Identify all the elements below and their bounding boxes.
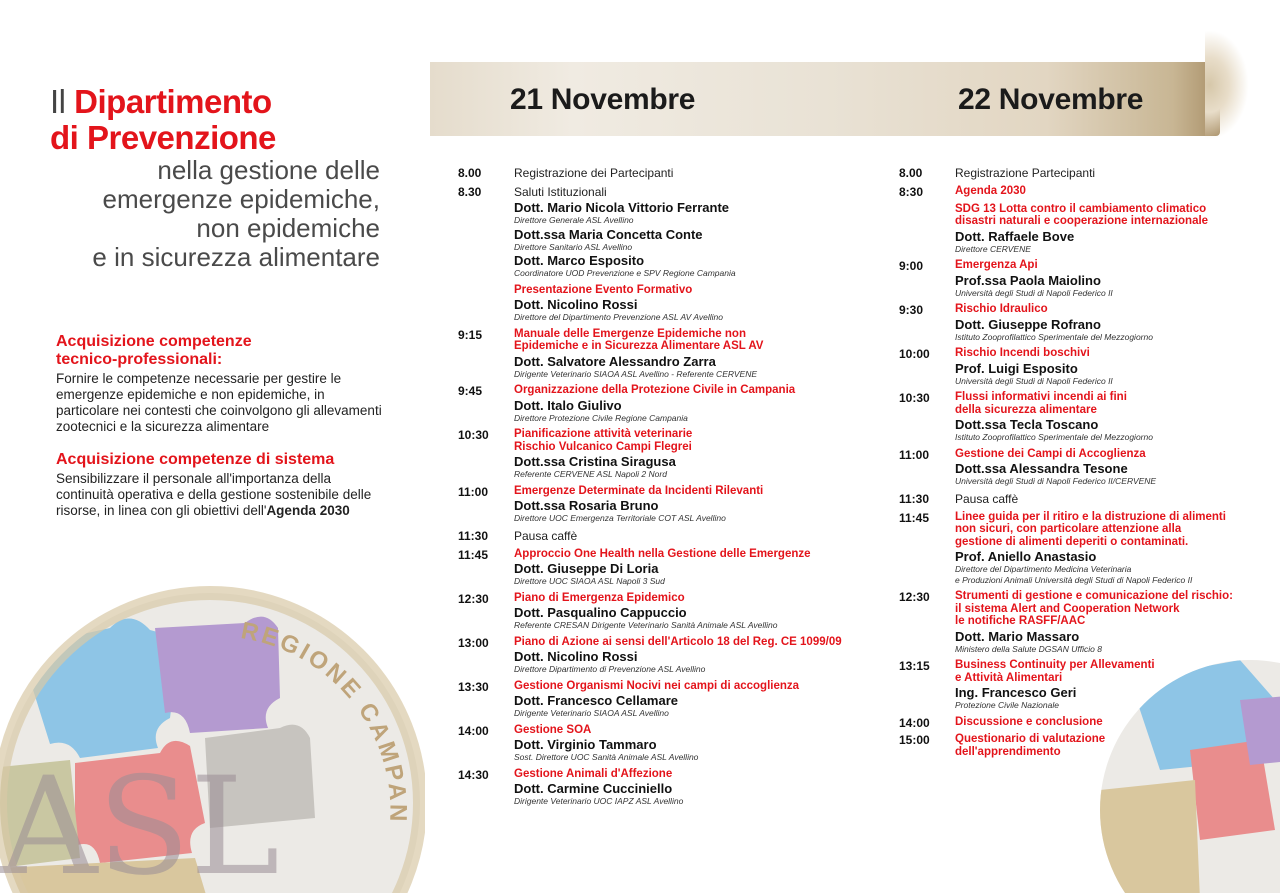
speaker-name: Dott. Virginio Tammaro bbox=[514, 737, 657, 752]
slot-time: 9:30 bbox=[899, 303, 924, 317]
speaker-name: Dott. Giuseppe Rofrano bbox=[955, 316, 1101, 332]
slot-topic: Agenda 2030 bbox=[955, 185, 1026, 197]
agenda-slot bbox=[899, 303, 1244, 342]
subtitle-line: e in sicurezza alimentare bbox=[92, 242, 380, 272]
slot-time: 13:00 bbox=[458, 635, 489, 650]
agenda-slot bbox=[458, 428, 858, 480]
agenda-slot bbox=[899, 166, 1244, 180]
speaker-name: Dott.ssa Tecla Toscano bbox=[955, 417, 1099, 432]
speaker-role: Direttore del Dipartimento Medicina Veterinaria e Produzioni Animali Università degli Studi di Napoli Federico II bbox=[955, 564, 1193, 585]
speaker bbox=[514, 200, 858, 226]
speaker-name: Dott. Francesco Cellamare bbox=[514, 693, 679, 708]
slot-topic: Gestione Organismi Nocivi nei campi di accoglienza bbox=[514, 679, 800, 692]
slot-topic: Emergenze Determinate da Incidenti Rilevanti bbox=[514, 484, 764, 497]
slot-time: 10:30 bbox=[458, 428, 489, 442]
speaker bbox=[955, 461, 1244, 487]
agenda-slot bbox=[458, 166, 858, 180]
slot-time: 13:30 bbox=[458, 679, 489, 694]
agenda-slot bbox=[458, 328, 858, 380]
banner-curl bbox=[1205, 30, 1249, 140]
agenda-slot bbox=[899, 511, 1244, 586]
day-1-title: 21 Novembre bbox=[510, 83, 696, 116]
objective-2-text bbox=[56, 471, 386, 519]
slot-sub-topic: SDG 13 Lotta contro il cambiamento climatico disastri naturali e cooperazione internazionale bbox=[955, 202, 1209, 227]
speaker-role: Coordinatore UOD Prevenzione e SPV Regione Campania bbox=[514, 268, 736, 278]
speaker bbox=[514, 227, 858, 253]
speaker-name: Dott. Nicolino Rossi bbox=[514, 649, 638, 664]
speaker bbox=[514, 693, 858, 719]
slot-time: 10:00 bbox=[899, 347, 930, 361]
ring-text-path: REGIONE CAMPAN bbox=[238, 617, 412, 825]
speaker bbox=[955, 229, 1244, 255]
title-il: Il bbox=[50, 83, 66, 120]
slot-time: 8.00 bbox=[899, 166, 923, 180]
objectives bbox=[56, 333, 386, 519]
slot-time: 14:00 bbox=[899, 715, 930, 730]
agenda-slot bbox=[899, 259, 1244, 298]
objective-1-heading-2: tecnico-professionali: bbox=[56, 351, 223, 368]
speaker-name: Dott.ssa Rosaria Bruno bbox=[514, 498, 659, 513]
asl-letters: ASL bbox=[0, 748, 280, 893]
slot-time: 11:30 bbox=[899, 491, 930, 506]
speaker bbox=[514, 649, 858, 675]
speaker-role: Direttore Sanitario ASL Avellino bbox=[514, 241, 633, 252]
title-red-1: Dipartimento bbox=[74, 83, 272, 120]
slot-time: 12:30 bbox=[899, 590, 930, 604]
speaker bbox=[514, 737, 858, 763]
speaker bbox=[514, 454, 858, 480]
day-2-title: 22 Novembre bbox=[958, 83, 1144, 116]
speaker-role: Direttore UOC SIAOA ASL Napoli 3 Sud bbox=[514, 576, 665, 586]
speaker-role: Referente CERVENE ASL Napoli 2 Nord bbox=[514, 469, 667, 479]
slot-time: 12:30 bbox=[458, 591, 489, 606]
objective-1-text: Fornire le competenze necessarie per gestire le emergenze epidemiche e non epidemiche, in particolare nei contesti che coinvolgono gli allevamenti zootecnici e la sicurezza alimentare bbox=[56, 371, 382, 434]
slot-time: 9:00 bbox=[899, 259, 924, 273]
subtitle-line: emergenze epidemiche, bbox=[102, 184, 380, 214]
asl-logo bbox=[0, 568, 425, 893]
speaker-name: Dott. Nicolino Rossi bbox=[514, 297, 638, 312]
slot-time: 8.30 bbox=[458, 185, 482, 199]
slot-topic: Emergenza Api bbox=[955, 259, 1038, 271]
slot-topic: Pausa caffè bbox=[955, 491, 1019, 506]
speaker bbox=[514, 605, 858, 631]
slot-topic: Registrazione Partecipanti bbox=[955, 166, 1096, 180]
speaker-role: Sost. Direttore UOC Sanità Animale ASL Avellino bbox=[514, 752, 699, 762]
agenda-slot bbox=[899, 733, 1244, 758]
subtitle-line: non epidemiche bbox=[196, 213, 380, 243]
speaker-name: Dott. Italo Giulivo bbox=[514, 397, 622, 413]
speaker-role: Dirigente Veterinario UOC IAPZ ASL Avellino bbox=[514, 796, 684, 806]
agenda-slot bbox=[458, 592, 858, 631]
page-title bbox=[50, 84, 380, 272]
speaker-name: Dott.ssa Cristina Siragusa bbox=[514, 454, 676, 469]
objective-1-heading: Acquisizione competenze bbox=[56, 333, 252, 350]
speaker bbox=[955, 273, 1244, 299]
speaker-role: Ministero della Salute DGSAN Ufficio 8 bbox=[955, 643, 1102, 654]
speaker bbox=[514, 354, 858, 380]
slot-time: 9:15 bbox=[458, 327, 483, 342]
agenda-slot bbox=[458, 485, 858, 524]
slot-topic: Gestione SOA bbox=[514, 723, 592, 736]
agenda-day-1 bbox=[458, 166, 858, 812]
speaker-role: Direttore Protezione Civile Regione Campania bbox=[514, 412, 688, 423]
speaker bbox=[955, 417, 1244, 443]
speaker-role: Direttore CERVENE bbox=[955, 243, 1031, 254]
speaker-role: Direttore Dipartimento di Prevenzione ASL Avellino bbox=[514, 664, 706, 674]
slot-topic: Approccio One Health nella Gestione delle Emergenze bbox=[514, 547, 811, 560]
speaker bbox=[955, 685, 1244, 711]
slot-topic: Piano di Emergenza Epidemico bbox=[514, 591, 685, 604]
agenda-slot bbox=[458, 636, 858, 675]
slot-time: 9:45 bbox=[458, 384, 483, 398]
speaker-role: Protezione Civile Nazionale bbox=[955, 700, 1059, 710]
agenda-slot bbox=[899, 492, 1244, 506]
agenda-slot bbox=[458, 680, 858, 719]
slot-sub-topic: Presentazione Evento Formativo bbox=[514, 283, 693, 296]
speaker-name: Dott. Marco Esposito bbox=[514, 253, 645, 268]
agenda-slot bbox=[458, 724, 858, 763]
speaker-role: Università degli Studi di Napoli Federico II bbox=[955, 287, 1113, 298]
speaker-role: Direttore UOC Emergenza Territoriale COT ASL Avellino bbox=[514, 513, 726, 523]
agenda-slot bbox=[899, 347, 1244, 386]
slot-topic: Gestione Animali d'Affezione bbox=[514, 767, 673, 780]
slot-topic: Rischio Incendi boschivi bbox=[955, 347, 1090, 359]
speaker bbox=[514, 253, 858, 279]
agenda-slot bbox=[899, 716, 1244, 729]
agenda-slot bbox=[899, 590, 1244, 654]
speaker-name: Dott. Carmine Cucciniello bbox=[514, 781, 673, 796]
speaker-role: Università degli Studi di Napoli Federico II bbox=[955, 375, 1113, 386]
slot-time: 11:30 bbox=[458, 528, 489, 543]
speaker bbox=[514, 781, 858, 807]
speaker-role: Istituto Zooprofilattico Sperimentale del Mezzogiorno bbox=[955, 432, 1153, 442]
speaker-name: Dott. Salvatore Alessandro Zarra bbox=[514, 353, 716, 369]
speaker-name: Dott. Raffaele Bove bbox=[955, 228, 1075, 244]
speaker bbox=[514, 297, 858, 323]
puzzle-piece-gold-2 bbox=[1100, 780, 1200, 893]
speaker bbox=[514, 498, 858, 524]
objective-2-body: Sensibilizzare il personale all'importanza della continuità operativa e della gestione sostenibile delle risorse, in linea con gli obiettivi dell' bbox=[56, 471, 372, 518]
speaker-role: Referente CRESAN Dirigente Veterinario Sanità Animale ASL Avellino bbox=[514, 620, 778, 630]
agenda-slot bbox=[458, 185, 858, 323]
speaker bbox=[514, 561, 858, 587]
slot-time: 8.00 bbox=[458, 166, 482, 180]
speaker-role: Istituto Zooprofilattico Sperimentale del Mezzogiorno bbox=[955, 331, 1153, 342]
speaker-role: Direttore Generale ASL Avellino bbox=[514, 215, 634, 225]
slot-time: 15:00 bbox=[899, 733, 930, 747]
slot-topic: Saluti Istituzionali bbox=[514, 185, 607, 199]
slot-time: 11:45 bbox=[899, 510, 930, 525]
slot-time: 10:30 bbox=[899, 391, 930, 405]
agenda-slot bbox=[899, 185, 1244, 254]
speaker bbox=[514, 398, 858, 424]
left-panel bbox=[0, 0, 425, 893]
slot-time: 8:30 bbox=[899, 185, 924, 199]
slot-topic: Questionario di valutazione dell'apprendimento bbox=[955, 733, 1106, 758]
agenda-slot bbox=[458, 384, 858, 423]
slot-topic: Pausa caffè bbox=[514, 528, 578, 543]
slot-time: 11:00 bbox=[899, 447, 930, 462]
agenda-slot bbox=[899, 448, 1244, 487]
slot-time: 11:45 bbox=[458, 547, 489, 562]
slot-time: 14:00 bbox=[458, 723, 489, 738]
title-red-2: di Prevenzione bbox=[50, 119, 276, 156]
speaker-name: Dott. Pasqualino Cappuccio bbox=[514, 605, 687, 620]
objective-2-heading: Acquisizione competenze di sistema bbox=[56, 451, 335, 468]
speaker-role: Direttore del Dipartimento Prevenzione ASL AV Avellino bbox=[514, 312, 723, 322]
slot-topic: Discussione e conclusione bbox=[955, 715, 1103, 728]
speaker bbox=[955, 361, 1244, 387]
speaker-name: Prof. Aniello Anastasio bbox=[955, 549, 1097, 564]
agenda-day-2 bbox=[899, 166, 1244, 763]
slot-topic: Business Continuity per Allevamenti e Attività Alimentari bbox=[955, 659, 1155, 684]
speaker-name: Ing. Francesco Geri bbox=[955, 685, 1077, 700]
speaker-name: Dott. Mario Nicola Vittorio Ferrante bbox=[514, 200, 730, 215]
slot-topic: Strumenti di gestione e comunicazione del rischio: il sistema Alert and Cooperation Network le notifiche RASFF/AAC bbox=[955, 590, 1233, 627]
agenda-slot bbox=[458, 548, 858, 587]
slot-topic: Flussi informativi incendi ai fini della sicurezza alimentare bbox=[955, 391, 1127, 416]
slot-topic: Rischio Idraulico bbox=[955, 303, 1048, 315]
slot-topic: Pianificazione attività veterinarie Rischio Vulcanico Campi Flegrei bbox=[514, 428, 693, 453]
speaker-role: Dirigente Veterinario SIAOA ASL Avellino bbox=[514, 708, 669, 718]
slot-time: 11:00 bbox=[458, 484, 489, 499]
slot-time: 13:15 bbox=[899, 659, 930, 673]
slot-topic: Piano di Azione ai sensi dell'Articolo 18 del Reg. CE 1099/09 bbox=[514, 635, 842, 648]
speaker-role: Università degli Studi di Napoli Federico II/CERVENE bbox=[955, 476, 1157, 486]
slot-time: 14:30 bbox=[458, 767, 489, 782]
speaker-name: Dott.ssa Alessandra Tesone bbox=[955, 461, 1128, 476]
slot-topic: Registrazione dei Partecipanti bbox=[514, 166, 674, 180]
speaker-name: Dott. Mario Massaro bbox=[955, 628, 1080, 644]
agenda-slot bbox=[899, 659, 1244, 711]
speaker-name: Dott. Giuseppe Di Loria bbox=[514, 561, 659, 576]
slot-topic: Organizzazione della Protezione Civile in Campania bbox=[514, 384, 796, 396]
agenda-slot bbox=[458, 529, 858, 543]
slot-topic: Manuale delle Emergenze Epidemiche non Epidemiche e in Sicurezza Alimentare ASL AV bbox=[514, 327, 764, 352]
speaker bbox=[955, 549, 1244, 585]
subtitle-line: nella gestione delle bbox=[157, 155, 380, 185]
objective-2-bold: Agenda 2030 bbox=[266, 503, 350, 518]
slot-topic: Linee guida per il ritiro e la distruzione di alimenti non sicuri, con particolare attenzione alla gestione di alimenti deperiti o contaminati. bbox=[955, 510, 1226, 548]
speaker bbox=[955, 317, 1244, 343]
speaker-role: Dirigente Veterinario SIAOA ASL Avellino - Referente CERVENE bbox=[514, 368, 757, 379]
speaker-name: Dott.ssa Maria Concetta Conte bbox=[514, 226, 703, 242]
slot-topic: Gestione dei Campi di Accoglienza bbox=[955, 447, 1146, 460]
agenda-slot bbox=[458, 768, 858, 807]
speaker-name: Prof. Luigi Esposito bbox=[955, 360, 1078, 376]
speaker bbox=[955, 629, 1244, 655]
agenda-slot bbox=[899, 391, 1244, 443]
speaker-name: Prof.ssa Paola Maiolino bbox=[955, 272, 1101, 288]
